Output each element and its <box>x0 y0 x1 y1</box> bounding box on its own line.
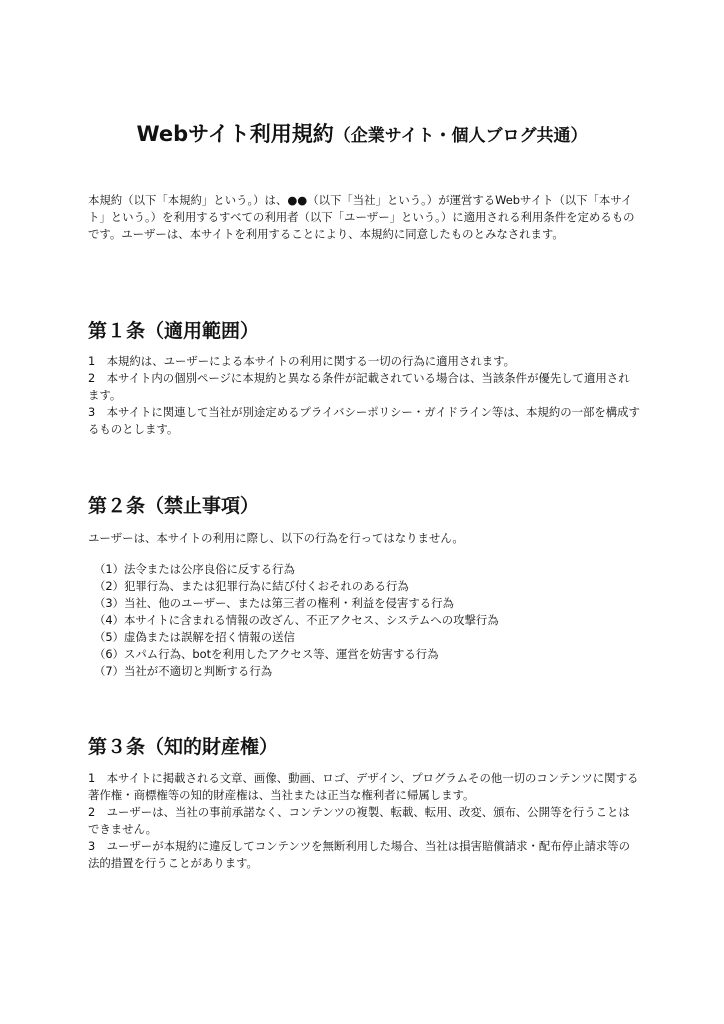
prohibited-item-4: （4）本サイトに含まれる情報の改ざん、不正アクセス、システムへの攻撃行為 <box>94 613 499 627</box>
article-2-heading: 第２条（禁止事項） <box>88 495 260 517</box>
article-3-clause-3: 3 ユーザーが本規約に違反してコンテンツを無断利用した場合、当社は損害賠償請求・配布停止請求等の法的措置を行うことがあります。 <box>88 839 631 870</box>
prohibited-item-7: （7）当社が不適切と判断する行為 <box>94 664 273 678</box>
prohibited-item-1: （1）法令または公序良俗に反する行為 <box>94 562 295 576</box>
intro-text: 本規約（以下「本規約」という。）は、●●（以下「当社」という。）が運営するWebサイト（以下「本サイト」という。）を利用するすべての利用者（以下「ユーザー」という。）に適用される利用条件を定めるものです。ユーザーは、本サイトを利用することにより、本規約に同意したものとみなされます。 <box>88 193 635 241</box>
prohibited-item-5: （5）虚偽または誤解を招く情報の送信 <box>94 630 295 644</box>
article-2-lead-text: ユーザーは、本サイトの利用に際し、以下の行為を行ってはなりません。 <box>88 531 464 545</box>
article-1-clause-3: 3 本サイトに関連して当社が別途定めるプライバシーポリシー・ガイドライン等は、本規約の一部を構成するものとします。 <box>88 405 640 436</box>
article-3-heading: 第３条（知的財産権） <box>88 736 279 758</box>
prohibited-item-6: （6）スパム行為、botを利用したアクセス等、運営を妨害する行為 <box>94 647 439 661</box>
article-3-clause-2: 2 ユーザーは、当社の事前承諾なく、コンテンツの複製、転載、転用、改変、頒布、公開等を行うことはできません。 <box>88 805 630 836</box>
article-1-body <box>88 353 640 438</box>
prohibited-item-2: （2）犯罪行為、または犯罪行為に結び付くおそれのある行為 <box>94 579 409 593</box>
document-title <box>0 118 724 148</box>
article-3-body <box>88 770 640 872</box>
title-main: Webサイト利用規約 <box>136 122 334 146</box>
article-1-clause-1: 1 本規約は、ユーザーによる本サイトの利用に関する一切の行為に適用されます。 <box>88 354 515 368</box>
article-3-clause-1: 1 本サイトに掲載される文章、画像、動画、ロゴ、デザイン、プログラムその他一切のコンテンツに関する著作権・商標権等の知的財産権は、当社または正当な権利者に帰属します。 <box>88 771 639 802</box>
article-1-clause-2: 2 本サイト内の個別ページに本規約と異なる条件が記載されている場合は、当該条件が優先して適用されます。 <box>88 371 630 402</box>
title-subtitle: （企業サイト・個人ブログ共通） <box>333 126 588 146</box>
prohibited-list <box>88 561 640 680</box>
article-2-lead <box>88 530 640 547</box>
intro-paragraph <box>88 192 640 243</box>
article-1-heading: 第１条（適用範囲） <box>88 320 260 342</box>
prohibited-item-3: （3）当社、他のユーザー、または第三者の権利・利益を侵害する行為 <box>94 596 454 610</box>
